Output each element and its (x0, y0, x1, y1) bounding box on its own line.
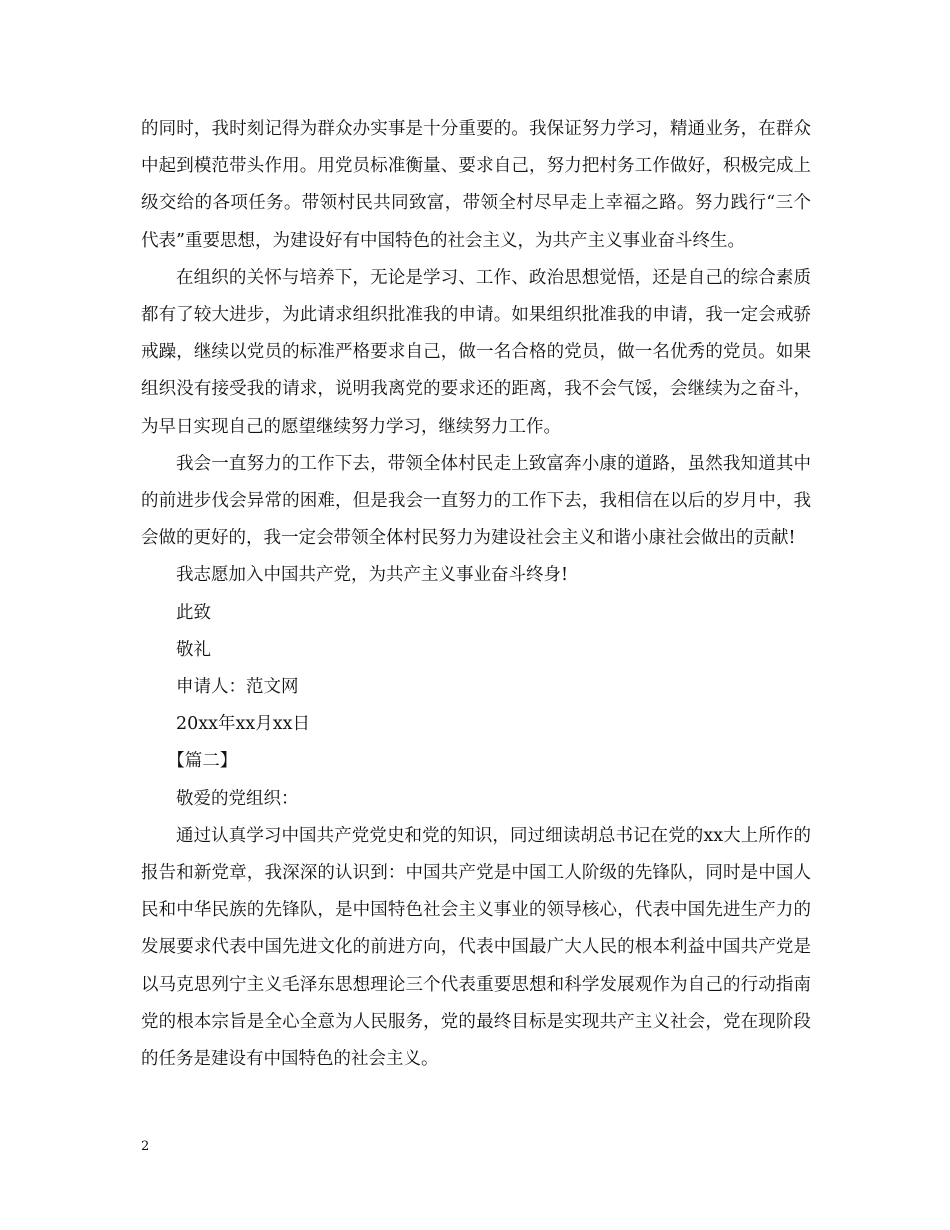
page-number: 2 (141, 1139, 150, 1154)
closing-line-1: 此致 (176, 602, 211, 623)
applicant-line: 申请人：范文网 (176, 677, 299, 698)
paragraph-party-knowledge: 通过认真学习中国共产党党史和党的知识，同过细读胡总书记在党的xx大上所作的报告和新党章，我深深的认识到：中国共产党是中国工人阶级的先锋队，同时是中国人民和中华民族的先锋队，是中国特色社会主义事业的领导核心，代表中国先进生产力的发展要求代表中国先进文化的前进方向，代表中国最广大人民的根本利益中国共产党是以马克思列宁主义毛泽东思想理论三个代表重要思想和科学发展观作为自己的行动指南党的根本宗旨是全心全意为人民服务，党的最终目标是实现共产主义社会，党在现阶段的任务是建设有中国特色的社会主义。 (141, 825, 811, 1070)
section-heading: 【篇二】 (167, 751, 238, 772)
paragraph-commitment: 我会一直努力的工作下去，带领全体村民走上致富奔小康的道路，虽然我知道其中的前进步伐会异常的困难，但是我会一直努力的工作下去，我相信在以后的岁月中，我会做的更好的，我一定会带领全体村民努力为建设社会主义和谐小康社会做出的贡献! (141, 453, 811, 549)
paragraph-progress: 在组织的关怀与培养下，无论是学习、工作、政治思想觉悟，还是自己的综合素质都有了较大进步，为此请求组织批准我的申请。如果组织批准我的申请，我一定会戒骄戒躁，继续以党员的标准严格要求自己，做一名合格的党员，做一名优秀的党员。如果组织没有接受我的请求，说明我离党的要求还的距离，我不会气馁，会继续为之奋斗，为早日实现自己的愿望继续努力学习，继续努力工作。 (141, 267, 811, 437)
date-line: 20xx年xx月xx日 (176, 714, 310, 735)
closing-line-2: 敬礼 (176, 639, 211, 660)
salutation-line: 敬爱的党组织： (176, 788, 299, 809)
document-body (141, 111, 811, 1078)
continued-paragraph: 的同时，我时刻记得为群众办实事是十分重要的。我保证努力学习，精通业务，在群众中起到模范带头作用。用党员标准衡量、要求自己，努力把村务工作做好，积极完成上级交给的各项任务。带领村民共同致富，带领全村尽早走上幸福之路。努力践行“三个代表”重要思想，为建设好有中国特色的社会主义，为共产主义事业奋斗终生。 (141, 119, 811, 251)
pledge-line: 我志愿加入中国共产党，为共产主义事业奋斗终身! (176, 565, 569, 586)
